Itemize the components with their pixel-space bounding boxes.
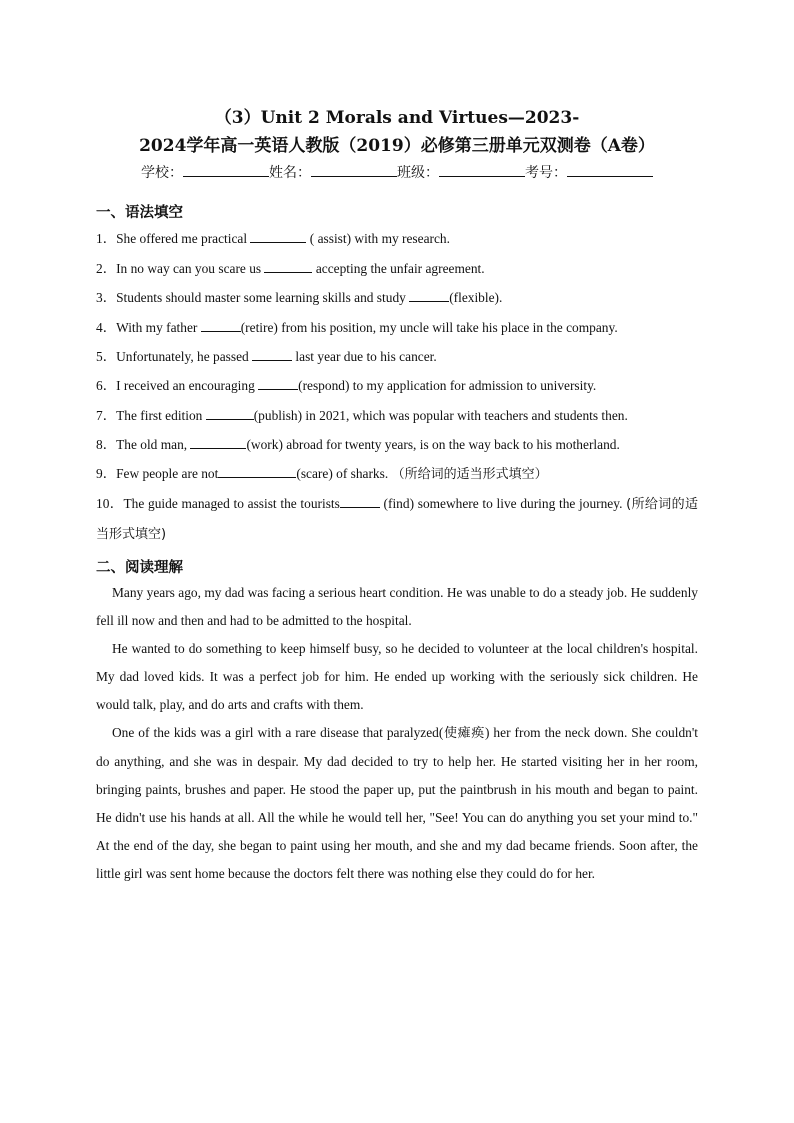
question-7: 7．The first edition (publish) in 2021, which was popular with teachers and students then.	[96, 407, 628, 423]
answer-blank[interactable]	[201, 319, 241, 332]
title-line-1: （3）Unit 2 Morals and Virtues—2023-	[214, 108, 580, 128]
name-blank[interactable]	[311, 162, 397, 177]
reading-passage	[96, 579, 698, 888]
exam-no-blank[interactable]	[567, 162, 653, 177]
exam-no-label: 考号：	[525, 165, 567, 181]
question-9: 9．Few people are not (scare) of sharks. （所给词的适当形式填空）	[96, 465, 548, 482]
answer-blank[interactable]	[258, 377, 298, 390]
exam-title	[96, 104, 698, 160]
question-10: 10．The guide managed to assist the tourists (find) somewhere to live during the journey. (所给词的适当形式填空)	[96, 496, 698, 542]
answer-blank[interactable]	[218, 465, 296, 478]
name-label: 姓名：	[269, 165, 311, 181]
title-line-2: 2024学年高一英语人教版（2019）必修第三册单元双测卷（A卷）	[139, 136, 655, 156]
section-grammar-heading: 一、语法填空	[96, 205, 183, 221]
passage-paragraph-2: He wanted to do something to keep himself busy, so he decided to volunteer at the local children's hospital. My dad loved kids. It was a perfect job for him. He ended up working with the seriously sick children. He would talk, play, and do arts and crafts with them.	[96, 641, 698, 712]
exam-page	[96, 98, 698, 888]
answer-blank[interactable]	[206, 407, 254, 420]
question-6: 6．I received an encouraging (respond) to my application for admission to university.	[96, 378, 597, 393]
section-reading-heading: 二、阅读理解	[96, 560, 183, 576]
question-3: 3．Students should master some learning skills and study (flexible).	[96, 290, 503, 305]
answer-blank[interactable]	[409, 289, 449, 302]
grammar-question-list	[96, 224, 698, 549]
school-blank[interactable]	[183, 162, 269, 177]
school-label: 学校：	[141, 165, 183, 181]
answer-blank[interactable]	[252, 348, 292, 361]
class-blank[interactable]	[439, 162, 525, 177]
answer-blank[interactable]	[340, 495, 380, 508]
student-info-fields	[96, 162, 698, 184]
question-1: 1．She offered me practical ( assist) with my research.	[96, 231, 450, 246]
answer-blank[interactable]	[190, 436, 246, 449]
answer-blank[interactable]	[264, 260, 312, 273]
passage-paragraph-3: One of the kids was a girl with a rare disease that paralyzed(使瘫痪) her from the neck down. She couldn't do anything, and she was in despair. My dad decided to try to help her. He started visiting her in her room, bringing paints, brushes and paper. He stood the paper up, put the paintbrush in his mouth and began to paint. He didn't use his hands at all. All the while he would tell her, "See! You can do anything you set your mind to." At the end of the day, she began to paint using her mouth, and she and my dad became friends. Soon after, the little girl was sent home because the doctors felt there was nothing else they could do for her.	[96, 725, 698, 881]
question-8: 8．The old man, (work) abroad for twenty years, is on the way back to his motherland.	[96, 436, 620, 452]
answer-blank[interactable]	[250, 230, 306, 243]
question-4: 4．With my father (retire) from his position, my uncle will take his place in the company.	[96, 319, 618, 335]
question-5: 5．Unfortunately, he passed last year due to his cancer.	[96, 348, 437, 364]
class-label: 班级：	[397, 165, 439, 181]
question-2: 2．In no way can you scare us accepting the unfair agreement.	[96, 260, 485, 276]
passage-paragraph-1: Many years ago, my dad was facing a serious heart condition. He was unable to do a steady job. He suddenly fell ill now and then and had to be admitted to the hospital.	[96, 585, 698, 628]
